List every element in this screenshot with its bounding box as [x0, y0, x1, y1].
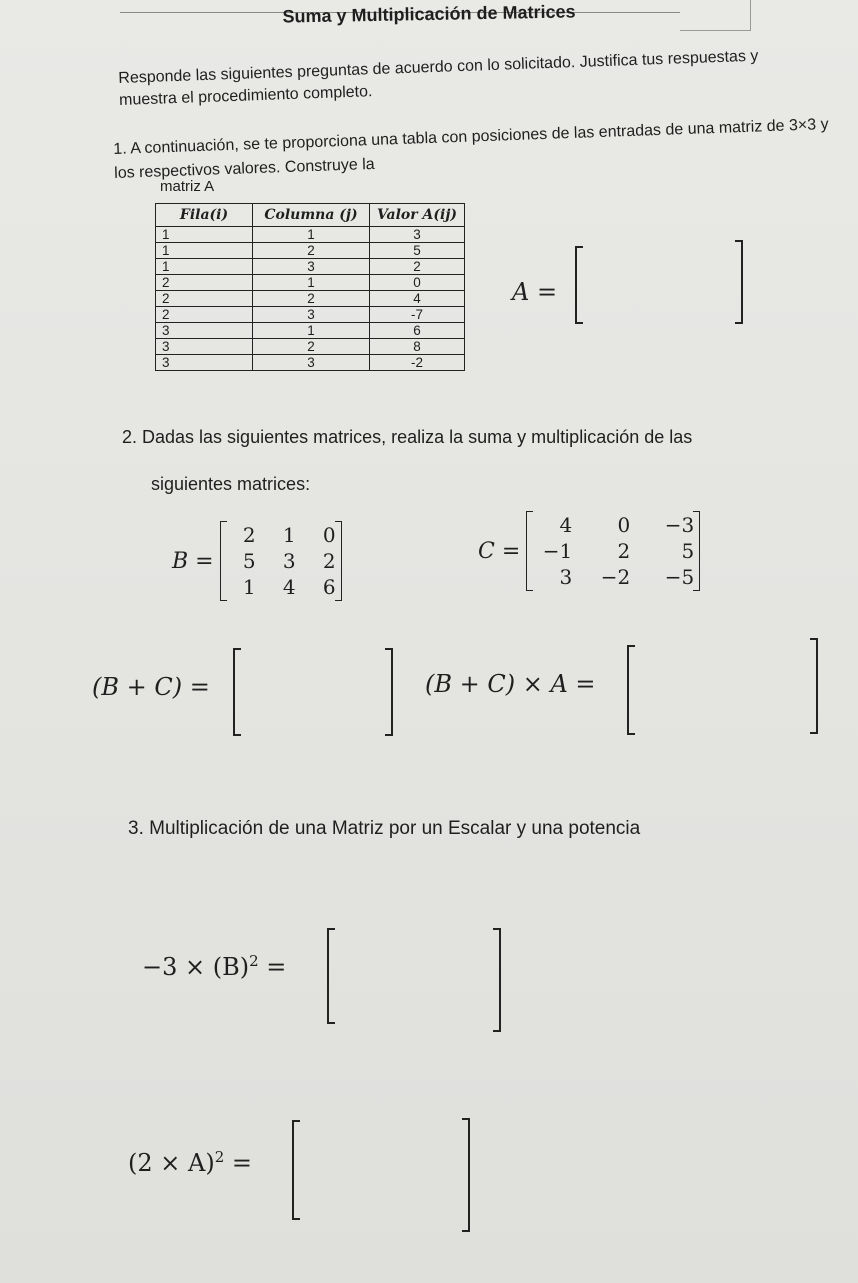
matrix-entry: −5 — [664, 565, 695, 589]
matrix-c-body — [526, 511, 700, 591]
matrix-entry: −1 — [542, 539, 573, 563]
power-expression — [128, 1148, 252, 1177]
table-header-row — [156, 204, 465, 227]
table-row — [156, 339, 465, 355]
scalar-expression-base: −3 × (B) — [142, 953, 250, 981]
table-cell: 0 — [370, 275, 465, 291]
table-cell: 4 — [370, 291, 465, 307]
scalar-expression — [142, 952, 286, 981]
table-cell: 1 — [156, 227, 253, 243]
table-cell: 3 — [370, 227, 465, 243]
page-title: Suma y Multiplicación de Matrices — [282, 1, 576, 27]
table-cell: 3 — [253, 259, 370, 275]
header-column: Columna (j) — [253, 204, 370, 227]
matrix-b-label: B = — [172, 548, 214, 574]
matrix-c — [478, 511, 700, 591]
matrix-entry: −3 — [664, 513, 695, 537]
table-row — [156, 259, 465, 275]
matrix-entry: 2 — [242, 523, 256, 547]
table-cell: 3 — [156, 339, 253, 355]
table-row — [156, 243, 465, 259]
table-cell: 5 — [370, 243, 465, 259]
table-cell: 2 — [253, 243, 370, 259]
sum-bracket-left — [233, 648, 241, 736]
table-cell: 2 — [370, 259, 465, 275]
table-cell: 6 — [370, 323, 465, 339]
matrix-entry: 3 — [559, 565, 573, 589]
power-bracket-right — [462, 1118, 470, 1232]
table-cell: 3 — [253, 355, 370, 371]
matrix-entry: 5 — [681, 539, 695, 563]
table-cell: 1 — [253, 275, 370, 291]
matrix-entry: 0 — [322, 523, 336, 547]
table-cell: 2 — [253, 339, 370, 355]
table-cell: 2 — [156, 291, 253, 307]
question-1-text: 1. A continuación, se te proporciona una tabla con posiciones de las entradas de una matriz de 3×3 y los respectivos valores. Construye la — [113, 116, 829, 182]
table-cell: 2 — [156, 275, 253, 291]
table-cell: 1 — [156, 243, 253, 259]
matrix-a-label: matriz A — [160, 178, 215, 195]
scalar-bracket-left — [327, 928, 335, 1024]
power-expression-eq: = — [231, 1149, 252, 1177]
table-cell: 2 — [156, 307, 253, 323]
matrix-b — [172, 521, 342, 601]
sum-label: (B + C) = — [92, 673, 210, 701]
table-cell: 3 — [253, 307, 370, 323]
product-bracket-right — [810, 638, 818, 734]
matrix-entry: 4 — [559, 513, 573, 537]
table-cell: -2 — [370, 355, 465, 371]
matrix-entry: 1 — [282, 523, 296, 547]
matrix-entry: 2 — [322, 549, 336, 573]
table-cell: -7 — [370, 307, 465, 323]
matrix-entry: 0 — [617, 513, 631, 537]
table-row — [156, 275, 465, 291]
sum-bracket-right — [385, 648, 393, 736]
matrix-entry: 2 — [617, 539, 631, 563]
matrix-entry: 6 — [322, 575, 336, 599]
matrix-a-table — [155, 203, 465, 371]
answer-a-bracket-right — [735, 240, 743, 324]
power-expression-base: (2 × A) — [128, 1149, 215, 1177]
product-bracket-left — [627, 645, 635, 735]
question-3-text: 3. Multiplicación de una Matriz por un Escalar y una potencia — [128, 818, 641, 839]
header-value: Valor A(ij) — [370, 204, 465, 227]
matrix-entry: 5 — [242, 549, 256, 573]
table-row — [156, 307, 465, 323]
matrix-entry: −2 — [600, 565, 631, 589]
power-bracket-left — [292, 1120, 300, 1220]
matrix-c-label: C = — [478, 538, 521, 564]
matrix-b-body — [220, 521, 342, 601]
scalar-expression-eq: = — [266, 953, 287, 981]
product-label: (B + C) × A = — [425, 670, 596, 698]
table-row — [156, 291, 465, 307]
scalar-bracket-right — [493, 928, 501, 1032]
table-cell: 1 — [156, 259, 253, 275]
table-row — [156, 355, 465, 371]
scalar-expression-exponent: 2 — [249, 952, 259, 970]
table-cell: 3 — [156, 355, 253, 371]
table-cell: 8 — [370, 339, 465, 355]
table-cell: 3 — [156, 323, 253, 339]
matrix-entry: 3 — [282, 549, 296, 573]
question-2-text: 2. Dadas las siguientes matrices, realiza la suma y multiplicación de las — [122, 427, 693, 447]
table-cell: 2 — [253, 291, 370, 307]
table-row — [156, 227, 465, 243]
question-2-text-cont: siguientes matrices: — [151, 474, 311, 494]
matrix-entry: 4 — [282, 575, 296, 599]
header-row: Fila(i) — [156, 204, 253, 227]
answer-a-bracket-left — [575, 246, 583, 324]
table-row — [156, 323, 465, 339]
table-cell: 1 — [253, 227, 370, 243]
matrix-entry: 1 — [242, 575, 256, 599]
answer-a-label: A = — [512, 278, 558, 306]
power-expression-exponent: 2 — [214, 1148, 225, 1166]
instructions: Responde las siguientes preguntas de acuerdo con lo solicitado. Justifica tus respuestas y muestra el procedimiento completo. — [118, 47, 759, 109]
table-cell: 1 — [253, 323, 370, 339]
